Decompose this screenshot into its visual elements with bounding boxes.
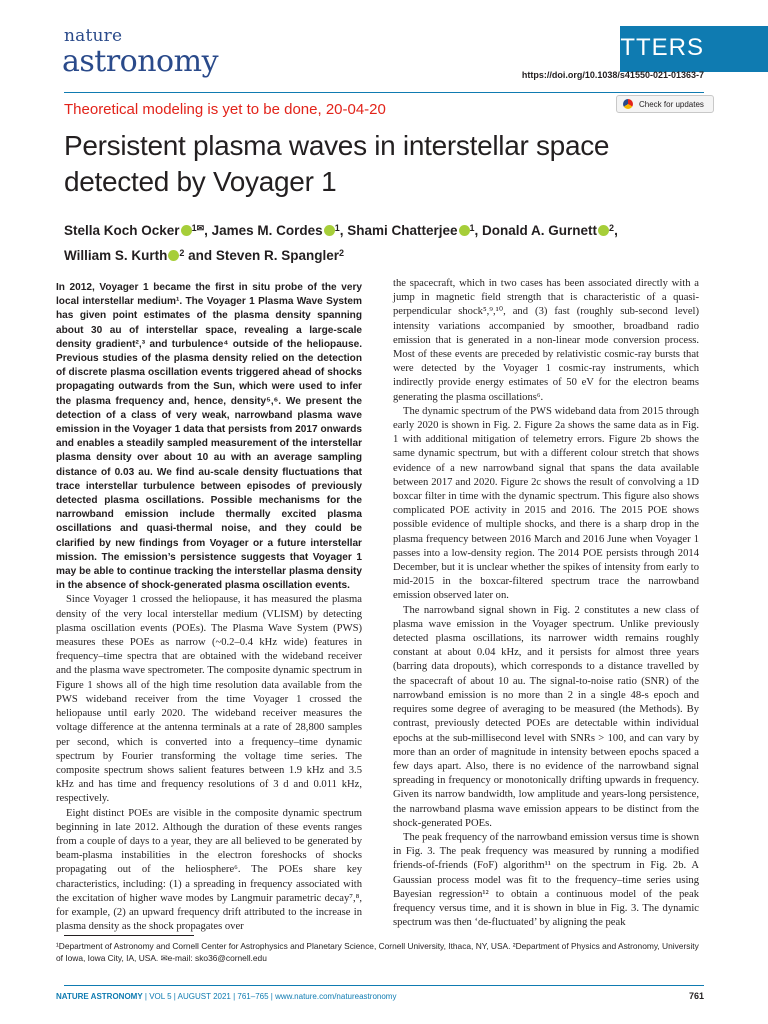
footer-divider bbox=[64, 985, 704, 986]
author-affiliation: 2 bbox=[179, 248, 185, 258]
author-affiliation: 2 bbox=[338, 248, 344, 258]
body-paragraph: the spacecraft, which in two cases has been associated directly with a jump in magnetic field strength that is characteristic of a quasi-perpendicular shock⁵,⁹,¹⁰, and (3) fast (roughly sub-second level) intensity variations accompanied by smoother, broadband radio emission that is generated in a non-linear mode conversion process. Most of these events are preceded by relativistic cosmic-ray bursts that were detected by the Voyager 1 cosmic-ray instruments, which indirectly provide energy estimates of 50 eV for the electron beams generating the plasma oscillations⁶. bbox=[393, 278, 699, 403]
body-paragraph: The dynamic spectrum of the PWS wideband data from 2015 through early 2020 is shown in Fig. 2. Figure 2a shows the same data as in Fig. 1 with additional mitigation of telemetry errors. Figure 2b shows the same dynamic spectrum, but with a different colour stretch that shows evidence of a new narrowband signal that spans the data available between 2017 and 2020. Figure 2c shows the result of convolving a 1D boxcar filter in time with the dynamic spectrum. This figure also shows complicated POE activity in 2015 and 2016. The 2015 POE shows possible evidence of multiple shocks, and there is a sharp drop in the plasma frequency between 2016 March and 2016 June when Voyager 1 passes into a low-density region. The 2014 POE persists through 2014 December, but it is unclear whether the spikes of intensity from early to mid-2015 in the boxcar-filtered spectrum trace the narrowband emission observed later on. bbox=[393, 405, 699, 602]
author-name[interactable]: James M. Cordes bbox=[211, 223, 323, 238]
right-column bbox=[393, 277, 699, 930]
doi-link[interactable]: https://doi.org/10.1038/s41550-021-01363-7 bbox=[521, 70, 704, 80]
abstract: In 2012, Voyager 1 became the first in situ probe of the very local interstellar medium¹. The Voyager 1 Plasma Wave System has given point estimates of the plasma density spanning about 30 au of interstellar space, revealing a large-scale density gradient²,³ and turbulence⁴ outside of the heliopause. Previous studies of the plasma density relied on the detection of discrete plasma oscillation events triggered ahead of shocks propagating outwards from the Sun, which were used to infer the plasma frequency and, hence, density⁵,⁶. We present the detection of a class of very weak, narrowband plasma wave emission in the Voyager 1 data that persists from 2017 onwards and enables a steadily sampled measurement of the interstellar plasma density over about 10 au with an average sampling distance of 0.03 au. We find au-scale density fluctuations that trace interstellar turbulence between episodes of previously detected plasma oscillations. Possible mechanisms for the narrowband emission include thermally excited plasma oscillations and quasi-thermal noise, and they could be clarified by new findings from Voyager or a future interstellar mission. The emission’s persistence suggests that Voyager 1 may be able to continue tracking the interstellar plasma density in the absence of shock-generated plasma oscillation events. bbox=[56, 282, 362, 592]
author-affiliation: 1 bbox=[469, 223, 475, 233]
journal-logo-astronomy: astronomy bbox=[62, 44, 219, 79]
body-paragraph: Since Voyager 1 crossed the heliopause, it has measured the plasma density of the very local interstellar medium (VLISM) by detecting plasma oscillation events (POEs). The Plasma Wave System (PWS) measures these POEs as narrow (~0.2–0.4 kHz wide) features in frequency–time spectra that are obtained with the wideband receiver and the plasma wave spectrometer. The composite dynamic spectrum in Figure 1 shows all of the high time resolution data available from the PWS wideband receiver from the time Voyager 1 crossed the heliopause until early 2020. The wideband receiver measures the voltage difference at the antenna terminals at a rate of 28,800 samples per second, which is converted into a frequency–time dynamic spectrum by Fourier transforming the voltage time series. The composite spectrum shows salient features between 1.9 kHz and 3.5 kHz and has time and frequency resolutions of 3 d and 0.011 kHz, respectively. bbox=[56, 594, 362, 805]
body-paragraph: Eight distinct POEs are visible in the composite dynamic spectrum beginning in late 2012. Although the duration of these events ranges from a couple of days to a year, they are all believed to be generated by beam-plasma instabilities in the electron foreshocks of shocks propagating out of the heliosphere⁶. The POEs share key characteristics, including: (1) a spreading in frequency associated with the excitation of higher wave modes by Langmuir parametric decay⁷,⁸, for example, (2) an upward frequency drift attributed to the increase in plasma density as the shock propagates over bbox=[56, 807, 362, 933]
orcid-icon[interactable] bbox=[598, 225, 609, 236]
author-name[interactable]: Shami Chatterjee bbox=[347, 223, 458, 238]
section-label: LETTERS bbox=[588, 34, 704, 61]
author-name[interactable]: Steven R. Spangler bbox=[215, 248, 339, 263]
footnote-divider bbox=[64, 935, 194, 936]
journal-logo-nature: nature bbox=[64, 26, 123, 46]
orcid-icon[interactable] bbox=[324, 225, 335, 236]
author-name[interactable]: Stella Koch Ocker bbox=[64, 223, 180, 238]
author-affiliation: 2 bbox=[609, 223, 615, 233]
orcid-icon[interactable] bbox=[181, 225, 192, 236]
header-divider bbox=[64, 92, 704, 93]
check-updates-button[interactable] bbox=[616, 95, 714, 113]
annotation-stamp: Theoretical modeling is yet to be done, 20-04-20 bbox=[64, 101, 386, 118]
crossmark-icon bbox=[623, 99, 633, 109]
check-updates-label: Check for updates bbox=[639, 99, 704, 109]
left-column bbox=[56, 281, 362, 934]
issue-info[interactable]: | VOL 5 | AUGUST 2021 | 761–765 | www.nature.com/natureastronomy bbox=[142, 992, 397, 1001]
author-name[interactable]: Donald A. Gurnett bbox=[482, 223, 598, 238]
journal-footer bbox=[56, 992, 396, 1001]
affiliations-footnote: ¹Department of Astronomy and Cornell Center for Astrophysics and Planetary Science, Cornell University, Ithaca, NY, USA. ²Department of Physics and Astronomy, University of Iowa, Iowa City, IA, USA. ✉e-mail: sko36@cornell.edu bbox=[56, 941, 699, 963]
article-title: Persistent plasma waves in interstellar space detected by Voyager 1 bbox=[64, 130, 610, 197]
author-affiliation: 1 bbox=[191, 223, 197, 233]
page-number: 761 bbox=[688, 991, 704, 1001]
journal-name: NATURE ASTRONOMY bbox=[56, 992, 143, 1001]
author-name[interactable]: William S. Kurth bbox=[64, 248, 168, 263]
orcid-icon[interactable] bbox=[459, 225, 470, 236]
author-list: Stella Koch Ocker $^{1✉}$, James M. Cordes $^1$, Shami Chatterjee $^1$, Donald A. Gurnett $^2$, William S. Kurth $^2$ and Steven R. Spangler$^2$ bbox=[64, 223, 618, 263]
orcid-icon[interactable] bbox=[168, 250, 179, 261]
mail-icon[interactable]: ✉ bbox=[196, 223, 205, 233]
author-affiliation: 1 bbox=[334, 223, 340, 233]
body-paragraph: The narrowband signal shown in Fig. 2 constitutes a new class of plasma wave emission in the Voyager spectrum. Unlike previously detected plasma oscillations, its narrower width remains roughly constant at about 0.04 kHz, and it persists for almost three years (barring data dropouts), which corresponds to a distance travelled by the spacecraft of about 10 au. The signal-to-noise ratio (SNR) of the narrowband emission is no more than 2 in a single 48-s epoch and requires some degree of averaging to be measured (the Methods). By contrast, previously detected POEs are detectable within individual epochs at the sub-millisecond level with SNRs > 100, and can vary by more than an order of magnitude in intensity between epochs spaced a few days apart. Also, there is no evidence of the narrowband signal spreading in frequency or monotonically drifting upwards in frequency. Given its narrow bandwidth, low amplitude and years-long persistence, the narrowband plasma wave emission appears to be distinct from the shock-generated POEs. bbox=[393, 604, 699, 829]
body-paragraph: The peak frequency of the narrowband emission versus time is shown in Fig. 3. The peak frequency was measured by running a modified friends-of-friends (FoF) algorithm¹¹ on the spectrum in Fig. 2b. A Gaussian process model was fit to the frequency–time series using Bayesian regression¹² to obtain a continuous model of the peak frequency versus time, and it is shown in blue in Fig. 3. The dynamic spectrum was then ‘de-fluctuated’ by aligning the peak bbox=[393, 831, 699, 929]
